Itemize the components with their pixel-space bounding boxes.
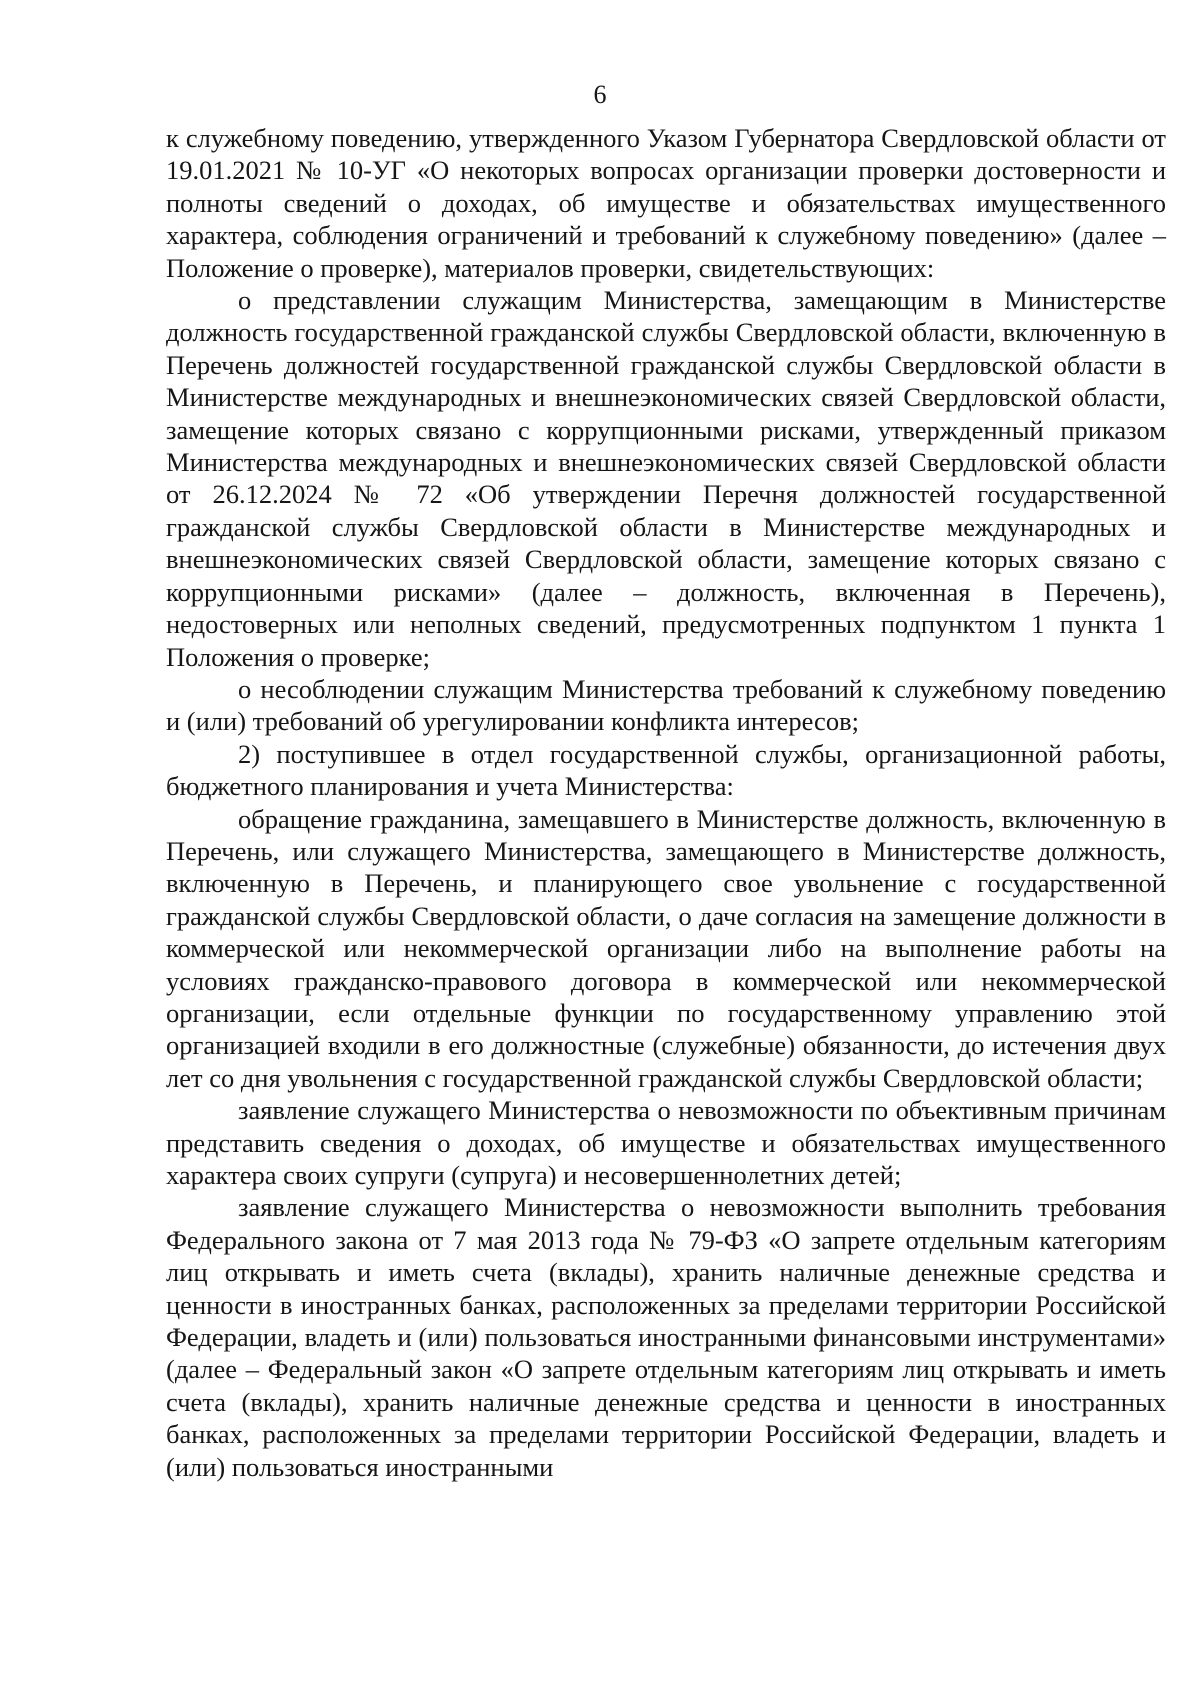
paragraph-federal-law-statement: заявление служащего Министерства о невозможности выполнить требования Федерального закона от 7 мая 2013 года № 79-ФЗ «О запрете отдельным категориям лиц открывать и иметь счета (вклады), хранить наличные денежные средства и ценности в иностранных банках, расположенных за пределами территории Российской Федерации, владеть и (или) пользоваться иностранными финансовыми инструментами» (далее – Федеральный закон «О запрете отдельным категориям лиц открывать и иметь счета (вклады), хранить наличные денежные средства и ценности в иностранных банках, расположенных за пределами территории Российской Федерации, владеть и (или) пользоваться иностранными xyxy=(166,1192,1166,1482)
paragraph-spouse-income-statement: заявление служащего Министерства о невозможности по объективным причинам представить сведения о доходах, об имуществе и обязательствах имущественного характера своих супруги (супруга) и несовершеннолетних детей; xyxy=(166,1095,1166,1190)
document-body xyxy=(166,122,1166,1483)
paragraph-item-2: 2) поступившее в отдел государственной службы, организационной работы, бюджетного планирования и учета Министерства: xyxy=(166,738,1166,802)
page-number: 6 xyxy=(593,80,607,109)
paragraph-continuation: к служебному поведению, утвержденного Указом Губернатора Свердловской области от 19.01.2021 № 10-УГ «О некоторых вопросах организации проверки достоверности и полноты сведений о доходах, об имуществе и обязательствах имущественного характера, соблюдения ограничений и требований к служебному поведению» (далее – Положение о проверке), материалов проверки, свидетельствующих: xyxy=(166,123,1166,283)
paragraph-non-compliance: о несоблюдении служащим Министерства требований к служебному поведению и (или) требований об урегулировании конфликта интересов; xyxy=(166,673,1166,737)
paragraph-unreliable-information: о представлении служащим Министерства, замещающим в Министерстве должность государственной гражданской службы Свердловской области, включенную в Перечень должностей государственной гражданской службы Свердловской области в Министерстве международных и внешнеэкономических связей Свердловской области, замещение которых связано с коррупционными рисками, утвержденный приказом Министерства международных и внешнеэкономических связей Свердловской области от 26.12.2024 № 72 «Об утверждении Перечня должностей государственной гражданской службы Свердловской области в Министерстве международных и внешнеэкономических связей Свердловской области, замещение которых связано с коррупционными рисками» (далее – должность, включенная в Перечень), недостоверных или неполных сведений, предусмотренных подпунктом 1 пункта 1 Положения о проверке; xyxy=(166,285,1166,672)
paragraph-citizen-appeal: обращение гражданина, замещавшего в Министерстве должность, включенную в Перечень, или служащего Министерства, замещающего в Министерстве должность, включенную в Перечень, и планирующего свое увольнение с государственной гражданской службы Свердловской области, о даче согласия на замещение должности в коммерческой или некоммерческой организации либо на выполнение работы на условиях гражданско-правового договора в коммерческой или некоммерческой организации, если отдельные функции по государственному управлению этой организацией входили в его должностные (служебные) обязанности, до истечения двух лет со дня увольнения с государственной гражданской службы Свердловской области; xyxy=(166,803,1166,1093)
